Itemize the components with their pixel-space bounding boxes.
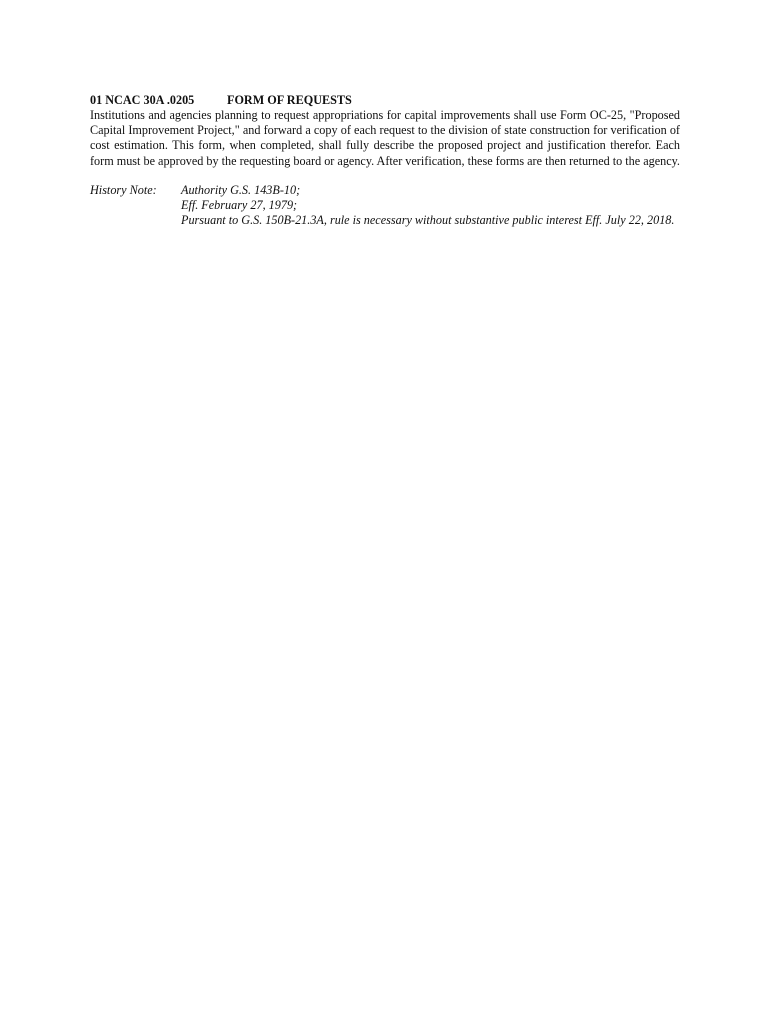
history-readoption: Pursuant to G.S. 150B-21.3A, rule is necessary without substantive public interest Eff. July 22, 2018. xyxy=(181,213,675,228)
history-authority: Authority G.S. 143B-10; xyxy=(181,182,301,197)
history-note-lines xyxy=(181,183,680,229)
rule-body-text: Institutions and agencies planning to request appropriations for capital improvements shall use Form OC-25, "Proposed Capital Improvement Project," and forward a copy of each request to the division of state construction for verification of cost estimation. This form, when completed, shall fully describe the proposed project and justification therefor. Each form must be approved by the requesting board or agency. After verification, these forms are then returned to the agency. xyxy=(90,108,680,168)
document-page xyxy=(90,93,680,228)
rule-number: 01 NCAC 30A .0205 xyxy=(90,93,195,107)
rule-title: FORM OF REQUESTS xyxy=(227,93,352,107)
history-effective-date: Eff. February 27, 1979; xyxy=(181,198,298,213)
history-note xyxy=(90,183,680,229)
rule-heading xyxy=(90,93,680,108)
history-note-label: History Note: xyxy=(90,182,157,197)
